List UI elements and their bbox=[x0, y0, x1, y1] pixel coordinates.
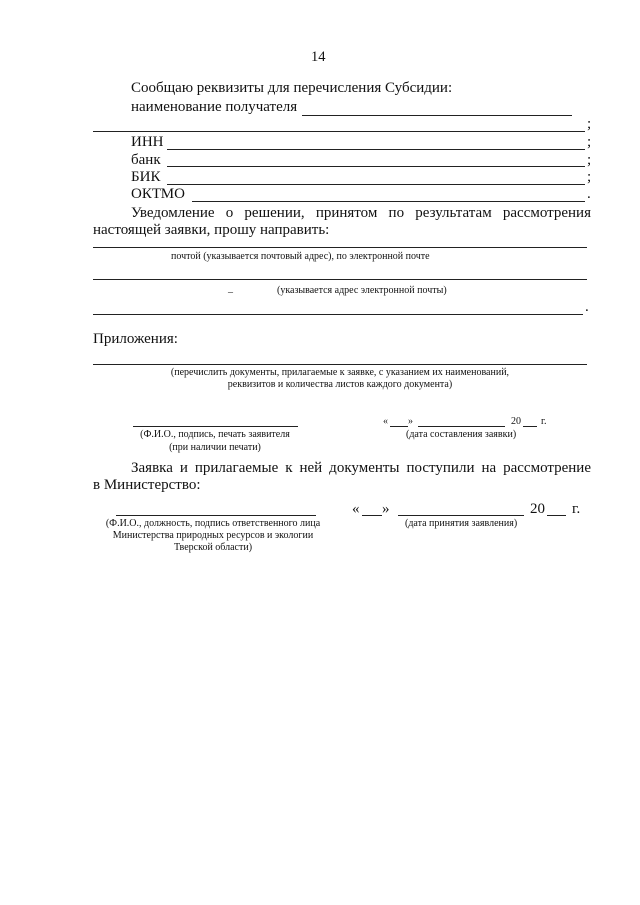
inn-semicolon: ; bbox=[587, 134, 592, 150]
bank-field-line[interactable] bbox=[167, 166, 585, 167]
dash-mark: – bbox=[228, 287, 233, 298]
bik-field-line[interactable] bbox=[167, 184, 585, 185]
inn-field-line[interactable] bbox=[167, 149, 585, 150]
applicant-date-year-prefix: 20 bbox=[511, 416, 521, 427]
received-line-2: в Министерство: bbox=[93, 477, 201, 493]
applicant-date-quote-open: « bbox=[383, 416, 388, 427]
applicant-date-year-line[interactable] bbox=[523, 426, 537, 427]
attachments-heading: Приложения: bbox=[93, 331, 178, 347]
official-date-year-suffix: г. bbox=[572, 501, 581, 517]
notification-line-1: Уведомление о решении, принятом по результатам рассмотрения bbox=[131, 205, 591, 221]
post-address-hint: почтой (указывается почтовый адрес), по электронной почте bbox=[171, 251, 430, 262]
bank-label: банк bbox=[131, 152, 161, 168]
official-date-month-line[interactable] bbox=[398, 515, 524, 516]
official-date-day-line[interactable] bbox=[362, 515, 382, 516]
inn-label: ИНН bbox=[131, 134, 164, 150]
official-caption-1: (Ф.И.О., должность, подпись ответственного лица bbox=[105, 518, 321, 529]
applicant-date-caption: (дата составления заявки) bbox=[406, 429, 517, 440]
recipient-semicolon: ; bbox=[587, 116, 592, 132]
page-number: 14 bbox=[311, 49, 326, 65]
email-period: . bbox=[585, 299, 589, 315]
email-hint: (указывается адрес электронной почты) bbox=[277, 285, 447, 296]
official-date-year-line[interactable] bbox=[547, 515, 566, 516]
oktmo-label: ОКТМО bbox=[131, 186, 185, 202]
oktmo-period: . bbox=[587, 186, 591, 202]
requisites-intro: Сообщаю реквизиты для перечисления Субсидии: bbox=[131, 80, 453, 96]
applicant-date-day-line[interactable] bbox=[390, 426, 408, 427]
bank-semicolon: ; bbox=[587, 152, 592, 168]
applicant-signature-caption-1: (Ф.И.О., подпись, печать заявителя bbox=[140, 429, 290, 440]
email-address-line[interactable] bbox=[93, 314, 583, 315]
official-date-caption: (дата принятия заявления) bbox=[405, 518, 518, 529]
notification-line-2: настоящей заявки, прошу направить: bbox=[93, 222, 330, 238]
email-choice-line[interactable] bbox=[93, 279, 587, 280]
attachments-hint-line-1: (перечислить документы, прилагаемые к заявке, с указанием их наименований, bbox=[170, 367, 510, 378]
official-date-quote-open: « bbox=[352, 501, 360, 517]
post-address-line[interactable] bbox=[93, 247, 587, 248]
bik-label: БИК bbox=[131, 169, 161, 185]
applicant-date-year-suffix: г. bbox=[541, 416, 547, 427]
received-line-1: Заявка и прилагаемые к ней документы поступили на рассмотрение bbox=[131, 460, 591, 476]
recipient-label: наименование получателя bbox=[131, 99, 298, 115]
attachments-hint-line-2: реквизитов и количества листов каждого документа) bbox=[227, 379, 453, 390]
official-date-quote-close: » bbox=[382, 501, 390, 517]
official-caption-2: Министерства природных ресурсов и экологии bbox=[112, 530, 314, 541]
recipient-field-line-1[interactable] bbox=[302, 115, 572, 116]
recipient-field-line-2[interactable] bbox=[93, 131, 585, 132]
oktmo-field-line[interactable] bbox=[192, 201, 585, 202]
applicant-date-quote-close: » bbox=[408, 416, 413, 427]
applicant-signature-line[interactable] bbox=[133, 426, 298, 427]
applicant-date-month-line[interactable] bbox=[418, 426, 505, 427]
applicant-signature-caption-2: (при наличии печати) bbox=[169, 442, 261, 453]
official-signature-line[interactable] bbox=[116, 515, 316, 516]
attachments-field-line[interactable] bbox=[93, 364, 587, 365]
official-caption-3: Тверской области) bbox=[173, 542, 253, 553]
bik-semicolon: ; bbox=[587, 169, 592, 185]
official-date-year-prefix: 20 bbox=[530, 501, 545, 517]
